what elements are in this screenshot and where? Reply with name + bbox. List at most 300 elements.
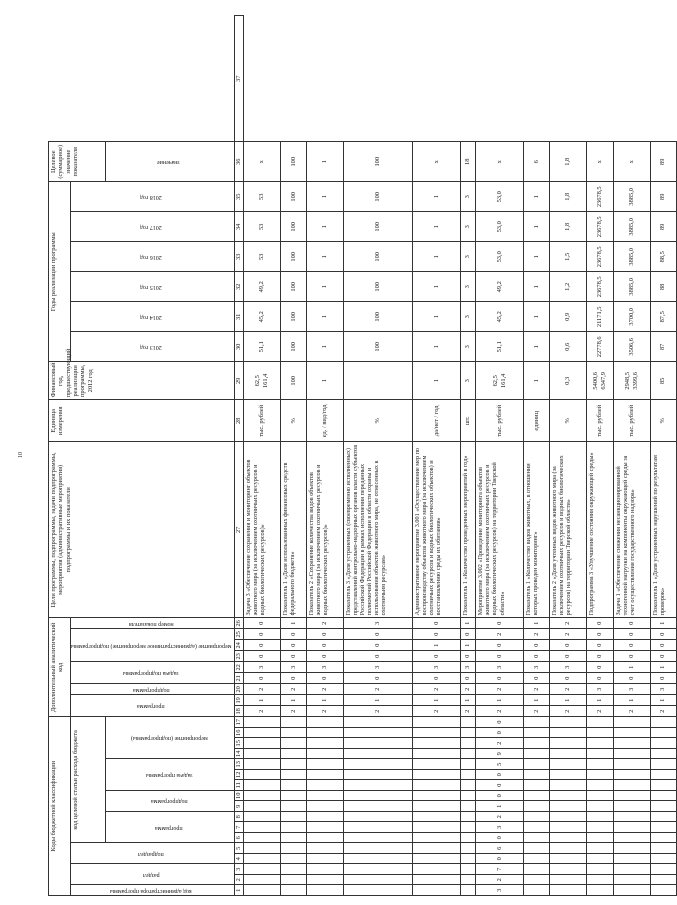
code-digit: 0 bbox=[343, 673, 412, 684]
code-digit: 0 bbox=[476, 640, 524, 651]
code-digit bbox=[550, 885, 587, 896]
code-digit: 1 bbox=[343, 695, 412, 706]
code-digit bbox=[343, 738, 412, 749]
code-digit bbox=[306, 885, 343, 896]
code-digit: 3 bbox=[476, 885, 524, 896]
row-year-value: 1,5 bbox=[550, 242, 587, 272]
code-digit: 1 bbox=[550, 695, 587, 706]
code-digit: 0 bbox=[586, 662, 613, 673]
row-unit: ед. / вид/год bbox=[306, 400, 343, 442]
header-year-2017-text: 2017 год bbox=[140, 224, 163, 231]
code-digit: 0 bbox=[613, 618, 650, 629]
code-digit: 3 bbox=[412, 662, 460, 673]
column-number: 1 bbox=[234, 885, 243, 896]
code-digit bbox=[550, 717, 587, 728]
column-number: 10 bbox=[234, 791, 243, 802]
row-year-value: 100 bbox=[343, 302, 412, 332]
code-digit: 0 bbox=[613, 673, 650, 684]
code-digit bbox=[613, 854, 650, 865]
column-number: 6 bbox=[234, 833, 243, 844]
table-row bbox=[306, 16, 343, 896]
code-digit bbox=[343, 759, 412, 770]
code-digit bbox=[343, 770, 412, 781]
code-digit bbox=[460, 833, 476, 844]
column-number: 3 bbox=[234, 864, 243, 875]
code-digit: 0 bbox=[343, 629, 412, 640]
code-digit bbox=[306, 780, 343, 791]
row-year-value: 89 bbox=[650, 212, 676, 242]
row-year-value: 3885,0 bbox=[613, 242, 650, 272]
code-digit bbox=[412, 822, 460, 833]
column-number: 34 bbox=[234, 212, 243, 242]
code-digit bbox=[613, 759, 650, 770]
header-subprogram bbox=[106, 791, 235, 812]
code-digit: 0 bbox=[613, 629, 650, 640]
code-digit bbox=[586, 822, 613, 833]
column-number: 28 bbox=[234, 400, 243, 442]
code-digit: 0 bbox=[550, 673, 587, 684]
row-year-value: 3 bbox=[460, 272, 476, 302]
row-year-value: 1 bbox=[523, 302, 549, 332]
row-prev-year: 85 bbox=[650, 362, 676, 400]
row-year-value: 100 bbox=[343, 212, 412, 242]
code-digit: 2 bbox=[243, 684, 280, 695]
header-years: Годы реализации программы bbox=[49, 182, 71, 362]
code-digit bbox=[306, 833, 343, 844]
column-number: 24 bbox=[234, 640, 243, 651]
row-unit: % bbox=[280, 400, 306, 442]
code-digit bbox=[280, 875, 306, 886]
code-digit: 0 bbox=[586, 640, 613, 651]
code-digit: 0 bbox=[243, 640, 280, 651]
row-year-value: 100 bbox=[280, 242, 306, 272]
code-digit bbox=[412, 833, 460, 844]
code-digit: 0 bbox=[476, 618, 524, 629]
code-digit: 0 bbox=[280, 640, 306, 651]
code-digit: 0 bbox=[412, 673, 460, 684]
code-digit bbox=[306, 791, 343, 802]
code-digit: 0 bbox=[650, 629, 676, 640]
code-digit bbox=[460, 749, 476, 760]
row-target: 18 bbox=[460, 142, 476, 182]
row-year-value: 3 bbox=[460, 212, 476, 242]
code-digit bbox=[412, 854, 460, 865]
header-fin-prev: Финансовый год, предшествующий реализации программы, 2012 год bbox=[49, 362, 235, 400]
row-target: 1 bbox=[306, 142, 343, 182]
row-year-value: 100 bbox=[343, 332, 412, 362]
code-digit bbox=[523, 780, 549, 791]
code-digit bbox=[586, 780, 613, 791]
row-unit: тыс. рублей bbox=[586, 400, 613, 442]
code-digit bbox=[460, 717, 476, 728]
code-digit: 0 bbox=[243, 673, 280, 684]
code-digit bbox=[306, 843, 343, 854]
code-digit bbox=[550, 780, 587, 791]
code-digit bbox=[343, 864, 412, 875]
code-digit bbox=[650, 770, 676, 781]
code-digit: 1 bbox=[412, 695, 460, 706]
code-digit bbox=[412, 770, 460, 781]
code-digit bbox=[343, 885, 412, 896]
row-year-value-2018: 3 bbox=[460, 182, 476, 212]
code-digit: 0 bbox=[586, 629, 613, 640]
column-number: 5 bbox=[234, 843, 243, 854]
code-digit bbox=[586, 738, 613, 749]
code-digit: 0 bbox=[460, 629, 476, 640]
row-year-value: 1 bbox=[412, 242, 460, 272]
code-digit bbox=[613, 791, 650, 802]
code-digit bbox=[280, 749, 306, 760]
page-number: 10 bbox=[18, 452, 24, 458]
code-digit bbox=[412, 749, 460, 760]
code-digit: 3 bbox=[280, 662, 306, 673]
row-description: Показатель 3 «Доля устраненных (своевременно исполненных) представлений контрольно-надзорных органов власти субъектов Российской Федерации в рамках исполнения переданных полномочий Российской Федерации в области охраны и использования объектов животного мира, не отнесенных к охотничьим ресурсам» bbox=[343, 442, 412, 618]
row-year-value: 1 bbox=[412, 272, 460, 302]
code-digit bbox=[243, 717, 280, 728]
code-digit bbox=[343, 843, 412, 854]
row-year-value-2018: 53,0 bbox=[476, 182, 524, 212]
code-digit bbox=[280, 843, 306, 854]
code-digit bbox=[650, 717, 676, 728]
code-digit bbox=[613, 822, 650, 833]
code-digit bbox=[243, 885, 280, 896]
code-digit: 0 bbox=[476, 673, 524, 684]
column-number: 17 bbox=[234, 717, 243, 728]
code-digit bbox=[412, 801, 460, 812]
code-digit bbox=[523, 864, 549, 875]
row-year-value: 51,1 bbox=[476, 332, 524, 362]
code-digit bbox=[613, 738, 650, 749]
code-digit bbox=[243, 759, 280, 770]
code-digit bbox=[586, 728, 613, 739]
code-digit bbox=[306, 822, 343, 833]
code-digit bbox=[550, 854, 587, 865]
row-unit: % bbox=[650, 400, 676, 442]
row-prev-year: 5400,6 6347,9 bbox=[586, 362, 613, 400]
code-digit: 1 bbox=[243, 695, 280, 706]
code-digit: 7 bbox=[476, 864, 524, 875]
column-number: 2 bbox=[234, 875, 243, 886]
column-number: 14 bbox=[234, 749, 243, 760]
column-number: 18 bbox=[234, 706, 243, 717]
code-digit: 0 bbox=[650, 640, 676, 651]
header-ea-program bbox=[71, 695, 235, 717]
code-digit: 1 bbox=[650, 618, 676, 629]
header-year-2016-text: 2016 год bbox=[140, 254, 163, 261]
row-unit: да/нет / год bbox=[412, 400, 460, 442]
code-digit bbox=[650, 812, 676, 823]
code-digit bbox=[523, 770, 549, 781]
code-digit bbox=[613, 801, 650, 812]
row-year-value: 1 bbox=[306, 302, 343, 332]
row-year-value: 23678,5 bbox=[586, 242, 613, 272]
code-digit bbox=[412, 780, 460, 791]
column-number: 27 bbox=[234, 442, 243, 618]
header-target: Целевое (суммарное) значение показателя bbox=[49, 142, 106, 182]
row-year-value: 1 bbox=[523, 212, 549, 242]
row-year-value-2018: 100 bbox=[280, 182, 306, 212]
code-digit bbox=[412, 875, 460, 886]
code-digit: 1 bbox=[460, 695, 476, 706]
code-digit: 6 bbox=[476, 843, 524, 854]
code-digit bbox=[306, 812, 343, 823]
code-digit bbox=[460, 770, 476, 781]
row-year-value: 100 bbox=[280, 302, 306, 332]
code-digit bbox=[586, 770, 613, 781]
header-target-value-text: значение bbox=[157, 159, 181, 166]
code-digit bbox=[343, 791, 412, 802]
row-year-value: 53 bbox=[243, 242, 280, 272]
code-digit bbox=[280, 791, 306, 802]
header-ea-task bbox=[71, 662, 235, 684]
code-digit bbox=[412, 759, 460, 770]
table-row bbox=[280, 16, 306, 896]
code-digit bbox=[550, 875, 587, 886]
column-number: 22 bbox=[234, 662, 243, 673]
row-description: Показатель 2 «Сохранение количества видов объектов животного мира (за исключением охотничьих ресурсов и водных биологических ресурсов)» bbox=[306, 442, 343, 618]
code-digit bbox=[613, 717, 650, 728]
header-section-text: раздел bbox=[142, 871, 160, 878]
table-row bbox=[460, 16, 476, 896]
header-task-program bbox=[106, 759, 235, 791]
row-year-value-2018: 89 bbox=[650, 182, 676, 212]
code-digit bbox=[460, 875, 476, 886]
code-digit: 1 bbox=[613, 662, 650, 673]
code-digit: 0 bbox=[412, 618, 460, 629]
row-year-value: 1 bbox=[306, 272, 343, 302]
row-year-value: 3 bbox=[460, 302, 476, 332]
code-digit bbox=[306, 738, 343, 749]
code-digit bbox=[412, 812, 460, 823]
header-year-2018-text: 2018 год bbox=[140, 194, 163, 201]
code-digit bbox=[460, 864, 476, 875]
column-number: 19 bbox=[234, 695, 243, 706]
code-digit: 0 bbox=[476, 770, 524, 781]
header-subsection-text: подраздел bbox=[138, 850, 165, 857]
row-target: 100 bbox=[280, 142, 306, 182]
code-digit bbox=[280, 770, 306, 781]
header-task-program-text: задача программы bbox=[145, 772, 193, 779]
code-digit bbox=[243, 770, 280, 781]
header-year-2015-text: 2015 год bbox=[140, 284, 163, 291]
code-digit: 3 bbox=[460, 662, 476, 673]
row-year-value: 100 bbox=[343, 242, 412, 272]
code-digit: 2 bbox=[550, 706, 587, 717]
code-digit: 2 bbox=[476, 706, 524, 717]
column-number: 30 bbox=[234, 332, 243, 362]
header-ea-activity bbox=[71, 629, 235, 662]
code-digit: 2 bbox=[280, 706, 306, 717]
code-digit bbox=[306, 801, 343, 812]
code-digit bbox=[586, 801, 613, 812]
code-digit bbox=[586, 791, 613, 802]
code-digit bbox=[586, 759, 613, 770]
header-admin-code bbox=[71, 885, 235, 896]
row-year-value: 100 bbox=[280, 272, 306, 302]
header-ea-indicator-text: номер показателя bbox=[128, 620, 174, 627]
code-digit: 0 bbox=[412, 629, 460, 640]
row-year-value: 88 bbox=[650, 272, 676, 302]
row-year-value: 88,5 bbox=[650, 242, 676, 272]
code-digit: 0 bbox=[343, 651, 412, 662]
code-digit: 0 bbox=[476, 651, 524, 662]
code-digit: 2 bbox=[306, 684, 343, 695]
code-digit bbox=[523, 812, 549, 823]
column-number: 15 bbox=[234, 738, 243, 749]
code-digit: 3 bbox=[476, 822, 524, 833]
code-digit: 0 bbox=[476, 854, 524, 865]
code-digit bbox=[280, 717, 306, 728]
row-year-value: 23678,5 bbox=[586, 272, 613, 302]
code-digit bbox=[650, 791, 676, 802]
code-digit: 1 bbox=[460, 640, 476, 651]
code-digit bbox=[613, 833, 650, 844]
code-digit: 1 bbox=[476, 695, 524, 706]
header-year-2013 bbox=[71, 332, 235, 362]
code-digit bbox=[650, 843, 676, 854]
row-year-value: 1,8 bbox=[550, 212, 587, 242]
code-digit: 2 bbox=[550, 684, 587, 695]
row-year-value: 1 bbox=[412, 332, 460, 362]
code-digit: 1 bbox=[650, 662, 676, 673]
code-digit: 0 bbox=[476, 833, 524, 844]
table-row bbox=[412, 16, 460, 896]
code-digit bbox=[523, 854, 549, 865]
code-digit bbox=[460, 885, 476, 896]
code-digit: 3 bbox=[613, 684, 650, 695]
code-digit: 1 bbox=[306, 695, 343, 706]
code-digit bbox=[550, 864, 587, 875]
code-digit bbox=[243, 749, 280, 760]
code-digit: 2 bbox=[550, 629, 587, 640]
header-goals: Цели программы, подпрограммы, задачи подпрограммы, мероприятия (административные мероприятия) подпрограммы и их показатели bbox=[49, 442, 235, 618]
header-year-2015 bbox=[71, 272, 235, 302]
row-year-value: 1 bbox=[412, 302, 460, 332]
code-digit: 3 bbox=[306, 662, 343, 673]
row-description: Показатель 1 «Доля устраненных нарушений по результатам проверок» bbox=[650, 442, 676, 618]
code-digit bbox=[412, 864, 460, 875]
column-number: 32 bbox=[234, 272, 243, 302]
table-row bbox=[550, 16, 587, 896]
header-year-2013-text: 2013 год bbox=[140, 344, 163, 351]
code-digit bbox=[243, 801, 280, 812]
code-digit bbox=[343, 875, 412, 886]
header-ea-program-text: программа bbox=[137, 703, 165, 710]
table-row bbox=[650, 16, 676, 896]
row-year-value: 1 bbox=[306, 332, 343, 362]
code-digit: 0 bbox=[476, 728, 524, 739]
code-digit bbox=[586, 875, 613, 886]
code-digit: 2 bbox=[476, 738, 524, 749]
code-digit bbox=[280, 728, 306, 739]
row-year-value: 100 bbox=[343, 272, 412, 302]
code-digit bbox=[650, 749, 676, 760]
code-digit bbox=[523, 833, 549, 844]
row-year-value: 87 bbox=[650, 332, 676, 362]
column-number: 35 bbox=[234, 182, 243, 212]
code-digit bbox=[650, 728, 676, 739]
code-digit bbox=[613, 843, 650, 854]
header-admin-code-text: код администратора программы bbox=[110, 887, 193, 894]
row-description: Мероприятие 3.002 «Проведение мониторинга объектов животного мира (за исключением охотничьих ресурсов и водных биологических ресурсов) на территории Тверской области» bbox=[476, 442, 524, 618]
code-digit bbox=[243, 822, 280, 833]
row-unit: шт. bbox=[460, 400, 476, 442]
code-digit bbox=[523, 759, 549, 770]
code-digit bbox=[586, 749, 613, 760]
column-number: 16 bbox=[234, 728, 243, 739]
row-year-value: 100 bbox=[280, 332, 306, 362]
code-digit bbox=[280, 864, 306, 875]
code-digit: 2 bbox=[343, 684, 412, 695]
column-number: 8 bbox=[234, 812, 243, 823]
code-digit: 0 bbox=[523, 640, 549, 651]
code-digit bbox=[650, 875, 676, 886]
header-section bbox=[71, 864, 235, 885]
code-digit bbox=[412, 791, 460, 802]
header-target-value bbox=[106, 142, 235, 182]
program-indicators-table bbox=[48, 15, 677, 896]
code-digit bbox=[586, 833, 613, 844]
row-year-value: 1,2 bbox=[550, 272, 587, 302]
code-digit bbox=[586, 885, 613, 896]
code-digit bbox=[586, 717, 613, 728]
code-digit: 3 bbox=[650, 684, 676, 695]
row-year-value-2018: 1,8 bbox=[550, 182, 587, 212]
code-digit bbox=[243, 864, 280, 875]
code-digit: 1 bbox=[280, 695, 306, 706]
code-digit bbox=[613, 875, 650, 886]
code-digit bbox=[343, 854, 412, 865]
code-digit: 1 bbox=[523, 618, 549, 629]
code-digit bbox=[550, 791, 587, 802]
row-year-value: 1 bbox=[412, 212, 460, 242]
code-digit: 0 bbox=[523, 673, 549, 684]
code-digit: 0 bbox=[613, 651, 650, 662]
row-year-value: 45,2 bbox=[476, 302, 524, 332]
header-year-2016 bbox=[71, 242, 235, 272]
code-digit: 0 bbox=[650, 651, 676, 662]
code-digit: 0 bbox=[476, 780, 524, 791]
row-year-value-2018: 100 bbox=[343, 182, 412, 212]
code-digit: 1 bbox=[613, 695, 650, 706]
code-digit: 0 bbox=[280, 629, 306, 640]
row-year-value-2018: 1 bbox=[523, 182, 549, 212]
code-digit bbox=[550, 801, 587, 812]
code-digit bbox=[243, 791, 280, 802]
row-year-value: 49,2 bbox=[243, 272, 280, 302]
column-number: 26 bbox=[234, 618, 243, 629]
code-digit: 0 bbox=[476, 717, 524, 728]
code-digit bbox=[650, 854, 676, 865]
code-digit: 0 bbox=[586, 618, 613, 629]
code-digit: 1 bbox=[412, 640, 460, 651]
code-digit: 1 bbox=[460, 618, 476, 629]
code-digit: 0 bbox=[476, 791, 524, 802]
code-digit bbox=[650, 885, 676, 896]
code-digit: 2 bbox=[476, 684, 524, 695]
code-digit bbox=[650, 759, 676, 770]
code-digit bbox=[460, 728, 476, 739]
code-digit: 2 bbox=[460, 706, 476, 717]
code-digit bbox=[460, 843, 476, 854]
header-year-2018 bbox=[71, 182, 235, 212]
header-ea-activity-text: мероприятие (административное мероприятие) подпрограммы bbox=[71, 642, 232, 649]
code-digit bbox=[586, 812, 613, 823]
header-program bbox=[106, 812, 235, 844]
code-digit bbox=[460, 801, 476, 812]
column-number: 11 bbox=[234, 780, 243, 791]
row-description: Подпрограмма 3 «Улучшение состояния окружающей среды» bbox=[586, 442, 613, 618]
